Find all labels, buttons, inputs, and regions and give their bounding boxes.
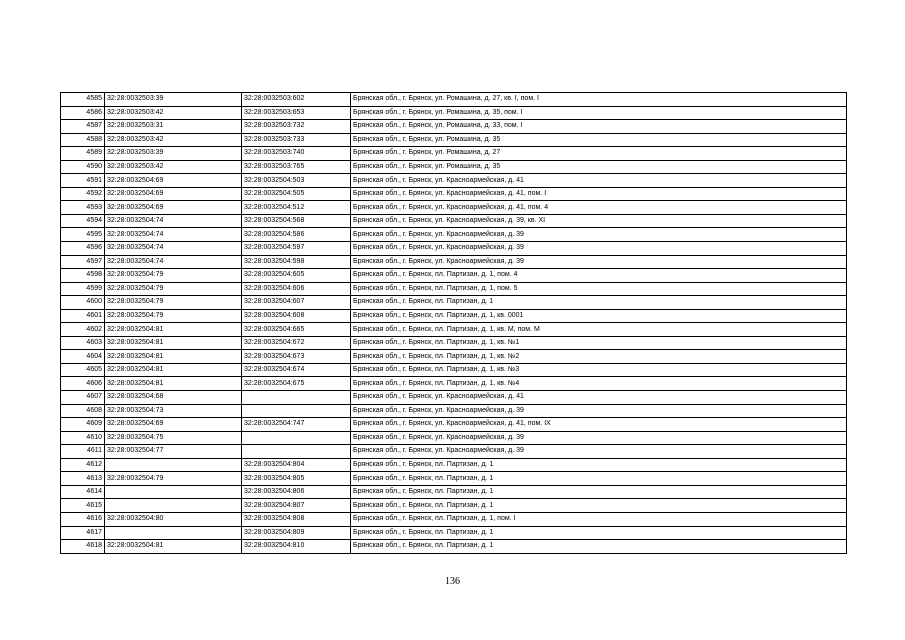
table-row — [61, 147, 847, 161]
parcel-number-cell: 32:28:0032504:75 — [105, 431, 242, 445]
address-cell: Брянская обл., г. Брянск, ул. Красноармейская, д. 39 — [351, 255, 847, 269]
parcel-number-cell: 32:28:0032504:79 — [105, 269, 242, 283]
parcel-number-cell: 32:28:0032504:73 — [105, 404, 242, 418]
row-number-cell: 4616 — [61, 512, 105, 526]
object-number-cell: 32:28:0032504:605 — [242, 269, 351, 283]
parcel-number-cell — [105, 499, 242, 513]
object-number-cell — [242, 391, 351, 405]
object-number-cell: 32:28:0032504:505 — [242, 187, 351, 201]
parcel-number-cell: 32:28:0032504:81 — [105, 323, 242, 337]
parcel-number-cell: 32:28:0032504:79 — [105, 282, 242, 296]
row-number-cell: 4610 — [61, 431, 105, 445]
table-row — [61, 472, 847, 486]
address-cell: Брянская обл., г. Брянск, пл. Партизан, д. 1 — [351, 296, 847, 310]
address-cell: Брянская обл., г. Брянск, пл. Партизан, д. 1, кв. №4 — [351, 377, 847, 391]
parcel-number-cell: 32:28:0032504:81 — [105, 377, 242, 391]
address-cell: Брянская обл., г. Брянск, ул. Красноармейская, д. 41 — [351, 174, 847, 188]
parcel-number-cell: 32:28:0032504:74 — [105, 214, 242, 228]
object-number-cell: 32:28:0032503:602 — [242, 93, 351, 107]
row-number-cell: 4599 — [61, 282, 105, 296]
table-row — [61, 458, 847, 472]
parcel-number-cell: 32:28:0032504:81 — [105, 540, 242, 554]
row-number-cell: 4604 — [61, 350, 105, 364]
object-number-cell: 32:28:0032504:673 — [242, 350, 351, 364]
address-cell: Брянская обл., г. Брянск, ул. Красноармейская, д. 41 — [351, 391, 847, 405]
row-number-cell: 4615 — [61, 499, 105, 513]
table-row — [61, 133, 847, 147]
parcel-number-cell — [105, 458, 242, 472]
parcel-number-cell: 32:28:0032504:81 — [105, 336, 242, 350]
parcel-number-cell: 32:28:0032503:39 — [105, 147, 242, 161]
address-cell: Брянская обл., г. Брянск, пл. Партизан, д. 1, кв. М, пом. М — [351, 323, 847, 337]
table-row — [61, 485, 847, 499]
table-row — [61, 350, 847, 364]
parcel-number-cell: 32:28:0032504:79 — [105, 472, 242, 486]
object-number-cell — [242, 431, 351, 445]
row-number-cell: 4594 — [61, 214, 105, 228]
table-row — [61, 228, 847, 242]
parcel-number-cell: 32:28:0032503:42 — [105, 106, 242, 120]
table-row — [61, 336, 847, 350]
object-number-cell: 32:28:0032504:672 — [242, 336, 351, 350]
parcel-number-cell: 32:28:0032504:81 — [105, 363, 242, 377]
object-number-cell: 32:28:0032504:806 — [242, 485, 351, 499]
table-row — [61, 160, 847, 174]
table-row — [61, 540, 847, 554]
parcel-number-cell — [105, 526, 242, 540]
address-cell: Брянская обл., г. Брянск, ул. Ромашина, д. 35 — [351, 160, 847, 174]
table-row — [61, 377, 847, 391]
address-cell: Брянская обл., г. Брянск, ул. Ромашина, д. 35 — [351, 133, 847, 147]
parcel-number-cell: 32:28:0032504:79 — [105, 309, 242, 323]
object-number-cell: 32:28:0032504:586 — [242, 228, 351, 242]
object-number-cell: 32:28:0032504:747 — [242, 418, 351, 432]
row-number-cell: 4591 — [61, 174, 105, 188]
parcel-number-cell: 32:28:0032503:42 — [105, 133, 242, 147]
table-row — [61, 431, 847, 445]
object-number-cell: 32:28:0032504:608 — [242, 309, 351, 323]
row-number-cell: 4590 — [61, 160, 105, 174]
address-cell: Брянская обл., г. Брянск, ул. Ромашина, д. 35, пом. I — [351, 106, 847, 120]
table-row — [61, 445, 847, 459]
table-row — [61, 296, 847, 310]
row-number-cell: 4601 — [61, 309, 105, 323]
row-number-cell: 4597 — [61, 255, 105, 269]
row-number-cell: 4600 — [61, 296, 105, 310]
address-cell: Брянская обл., г. Брянск, ул. Красноармейская, д. 41, пом. I — [351, 187, 847, 201]
row-number-cell: 4593 — [61, 201, 105, 215]
table-row — [61, 526, 847, 540]
table-row — [61, 174, 847, 188]
object-number-cell: 32:28:0032504:805 — [242, 472, 351, 486]
object-number-cell: 32:28:0032504:606 — [242, 282, 351, 296]
address-cell: Брянская обл., г. Брянск, пл. Партизан, д. 1 — [351, 499, 847, 513]
parcel-number-cell: 32:28:0032504:74 — [105, 228, 242, 242]
address-cell: Брянская обл., г. Брянск, пл. Партизан, д. 1, кв. №1 — [351, 336, 847, 350]
parcel-number-cell: 32:28:0032504:81 — [105, 350, 242, 364]
row-number-cell: 4596 — [61, 242, 105, 256]
address-cell: Брянская обл., г. Брянск, ул. Красноармейская, д. 39 — [351, 404, 847, 418]
address-cell: Брянская обл., г. Брянск, ул. Ромашина, д. 33, пом. I — [351, 120, 847, 134]
object-number-cell: 32:28:0032503:765 — [242, 160, 351, 174]
table-row — [61, 201, 847, 215]
address-cell: Брянская обл., г. Брянск, пл. Партизан, д. 1, пом. 5 — [351, 282, 847, 296]
row-number-cell: 4587 — [61, 120, 105, 134]
object-number-cell — [242, 445, 351, 459]
table-row — [61, 269, 847, 283]
table-row — [61, 93, 847, 107]
table-row — [61, 106, 847, 120]
object-number-cell: 32:28:0032504:512 — [242, 201, 351, 215]
object-number-cell: 32:28:0032504:674 — [242, 363, 351, 377]
row-number-cell: 4598 — [61, 269, 105, 283]
table-row — [61, 214, 847, 228]
table-row — [61, 309, 847, 323]
parcel-number-cell: 32:28:0032503:39 — [105, 93, 242, 107]
parcel-number-cell: 32:28:0032504:69 — [105, 174, 242, 188]
parcel-number-cell: 32:28:0032504:74 — [105, 242, 242, 256]
table-row — [61, 323, 847, 337]
table-body — [61, 93, 847, 554]
row-number-cell: 4611 — [61, 445, 105, 459]
parcel-number-cell — [105, 485, 242, 499]
table-row — [61, 404, 847, 418]
row-number-cell: 4608 — [61, 404, 105, 418]
table-row — [61, 187, 847, 201]
object-number-cell: 32:28:0032504:598 — [242, 255, 351, 269]
address-cell: Брянская обл., г. Брянск, пл. Партизан, д. 1, кв. №2 — [351, 350, 847, 364]
object-number-cell: 32:28:0032503:740 — [242, 147, 351, 161]
table-row — [61, 242, 847, 256]
address-cell: Брянская обл., г. Брянск, пл. Партизан, д. 1 — [351, 458, 847, 472]
table-row — [61, 120, 847, 134]
parcel-number-cell: 32:28:0032504:69 — [105, 201, 242, 215]
address-cell: Брянская обл., г. Брянск, ул. Ромашина, д. 27, кв. I, пом. I — [351, 93, 847, 107]
row-number-cell: 4595 — [61, 228, 105, 242]
row-number-cell: 4605 — [61, 363, 105, 377]
object-number-cell: 32:28:0032504:675 — [242, 377, 351, 391]
row-number-cell: 4586 — [61, 106, 105, 120]
row-number-cell: 4607 — [61, 391, 105, 405]
parcel-number-cell: 32:28:0032503:31 — [105, 120, 242, 134]
address-cell: Брянская обл., г. Брянск, ул. Ромашина, д. 27 — [351, 147, 847, 161]
parcel-number-cell: 32:28:0032504:79 — [105, 296, 242, 310]
page-number: 136 — [445, 576, 460, 587]
address-cell: Брянская обл., г. Брянск, ул. Красноармейская, д. 39 — [351, 228, 847, 242]
object-number-cell — [242, 404, 351, 418]
table-row — [61, 499, 847, 513]
row-number-cell: 4614 — [61, 485, 105, 499]
row-number-cell: 4592 — [61, 187, 105, 201]
object-number-cell: 32:28:0032504:568 — [242, 214, 351, 228]
address-cell: Брянская обл., г. Брянск, пл. Партизан, д. 1 — [351, 540, 847, 554]
address-cell: Брянская обл., г. Брянск, пл. Партизан, д. 1, пом. I — [351, 512, 847, 526]
object-number-cell: 32:28:0032504:809 — [242, 526, 351, 540]
object-number-cell: 32:28:0032503:653 — [242, 106, 351, 120]
cadastral-table — [60, 92, 847, 554]
object-number-cell: 32:28:0032504:810 — [242, 540, 351, 554]
parcel-number-cell: 32:28:0032504:74 — [105, 255, 242, 269]
object-number-cell: 32:28:0032503:733 — [242, 133, 351, 147]
address-cell: Брянская обл., г. Брянск, пл. Партизан, д. 1, кв. 0001 — [351, 309, 847, 323]
object-number-cell: 32:28:0032504:597 — [242, 242, 351, 256]
table-row — [61, 363, 847, 377]
row-number-cell: 4606 — [61, 377, 105, 391]
table-row — [61, 391, 847, 405]
row-number-cell: 4602 — [61, 323, 105, 337]
address-cell: Брянская обл., г. Брянск, ул. Красноармейская, д. 39, кв. XI — [351, 214, 847, 228]
row-number-cell: 4609 — [61, 418, 105, 432]
address-cell: Брянская обл., г. Брянск, пл. Партизан, д. 1 — [351, 526, 847, 540]
object-number-cell: 32:28:0032504:503 — [242, 174, 351, 188]
parcel-number-cell: 32:28:0032504:68 — [105, 391, 242, 405]
object-number-cell: 32:28:0032504:807 — [242, 499, 351, 513]
row-number-cell: 4617 — [61, 526, 105, 540]
parcel-number-cell: 32:28:0032504:69 — [105, 187, 242, 201]
parcel-number-cell: 32:28:0032504:77 — [105, 445, 242, 459]
address-cell: Брянская обл., г. Брянск, ул. Красноармейская, д. 41, пом. 4 — [351, 201, 847, 215]
row-number-cell: 4588 — [61, 133, 105, 147]
table-row — [61, 512, 847, 526]
address-cell: Брянская обл., г. Брянск, пл. Партизан, д. 1, кв. №3 — [351, 363, 847, 377]
object-number-cell: 32:28:0032504:808 — [242, 512, 351, 526]
row-number-cell: 4589 — [61, 147, 105, 161]
row-number-cell: 4603 — [61, 336, 105, 350]
parcel-number-cell: 32:28:0032503:42 — [105, 160, 242, 174]
address-cell: Брянская обл., г. Брянск, пл. Партизан, д. 1 — [351, 485, 847, 499]
row-number-cell: 4585 — [61, 93, 105, 107]
table-row — [61, 255, 847, 269]
table-row — [61, 418, 847, 432]
address-cell: Брянская обл., г. Брянск, ул. Красноармейская, д. 41, пом. IX — [351, 418, 847, 432]
parcel-number-cell: 32:28:0032504:80 — [105, 512, 242, 526]
parcel-number-cell: 32:28:0032504:69 — [105, 418, 242, 432]
object-number-cell: 32:28:0032503:732 — [242, 120, 351, 134]
object-number-cell: 32:28:0032504:665 — [242, 323, 351, 337]
object-number-cell: 32:28:0032504:607 — [242, 296, 351, 310]
address-cell: Брянская обл., г. Брянск, пл. Партизан, д. 1, пом. 4 — [351, 269, 847, 283]
address-cell: Брянская обл., г. Брянск, ул. Красноармейская, д. 39 — [351, 445, 847, 459]
row-number-cell: 4613 — [61, 472, 105, 486]
table-row — [61, 282, 847, 296]
row-number-cell: 4618 — [61, 540, 105, 554]
address-cell: Брянская обл., г. Брянск, ул. Красноармейская, д. 39 — [351, 242, 847, 256]
address-cell: Брянская обл., г. Брянск, пл. Партизан, д. 1 — [351, 472, 847, 486]
address-cell: Брянская обл., г. Брянск, ул. Красноармейская, д. 39 — [351, 431, 847, 445]
row-number-cell: 4612 — [61, 458, 105, 472]
object-number-cell: 32:28:0032504:804 — [242, 458, 351, 472]
